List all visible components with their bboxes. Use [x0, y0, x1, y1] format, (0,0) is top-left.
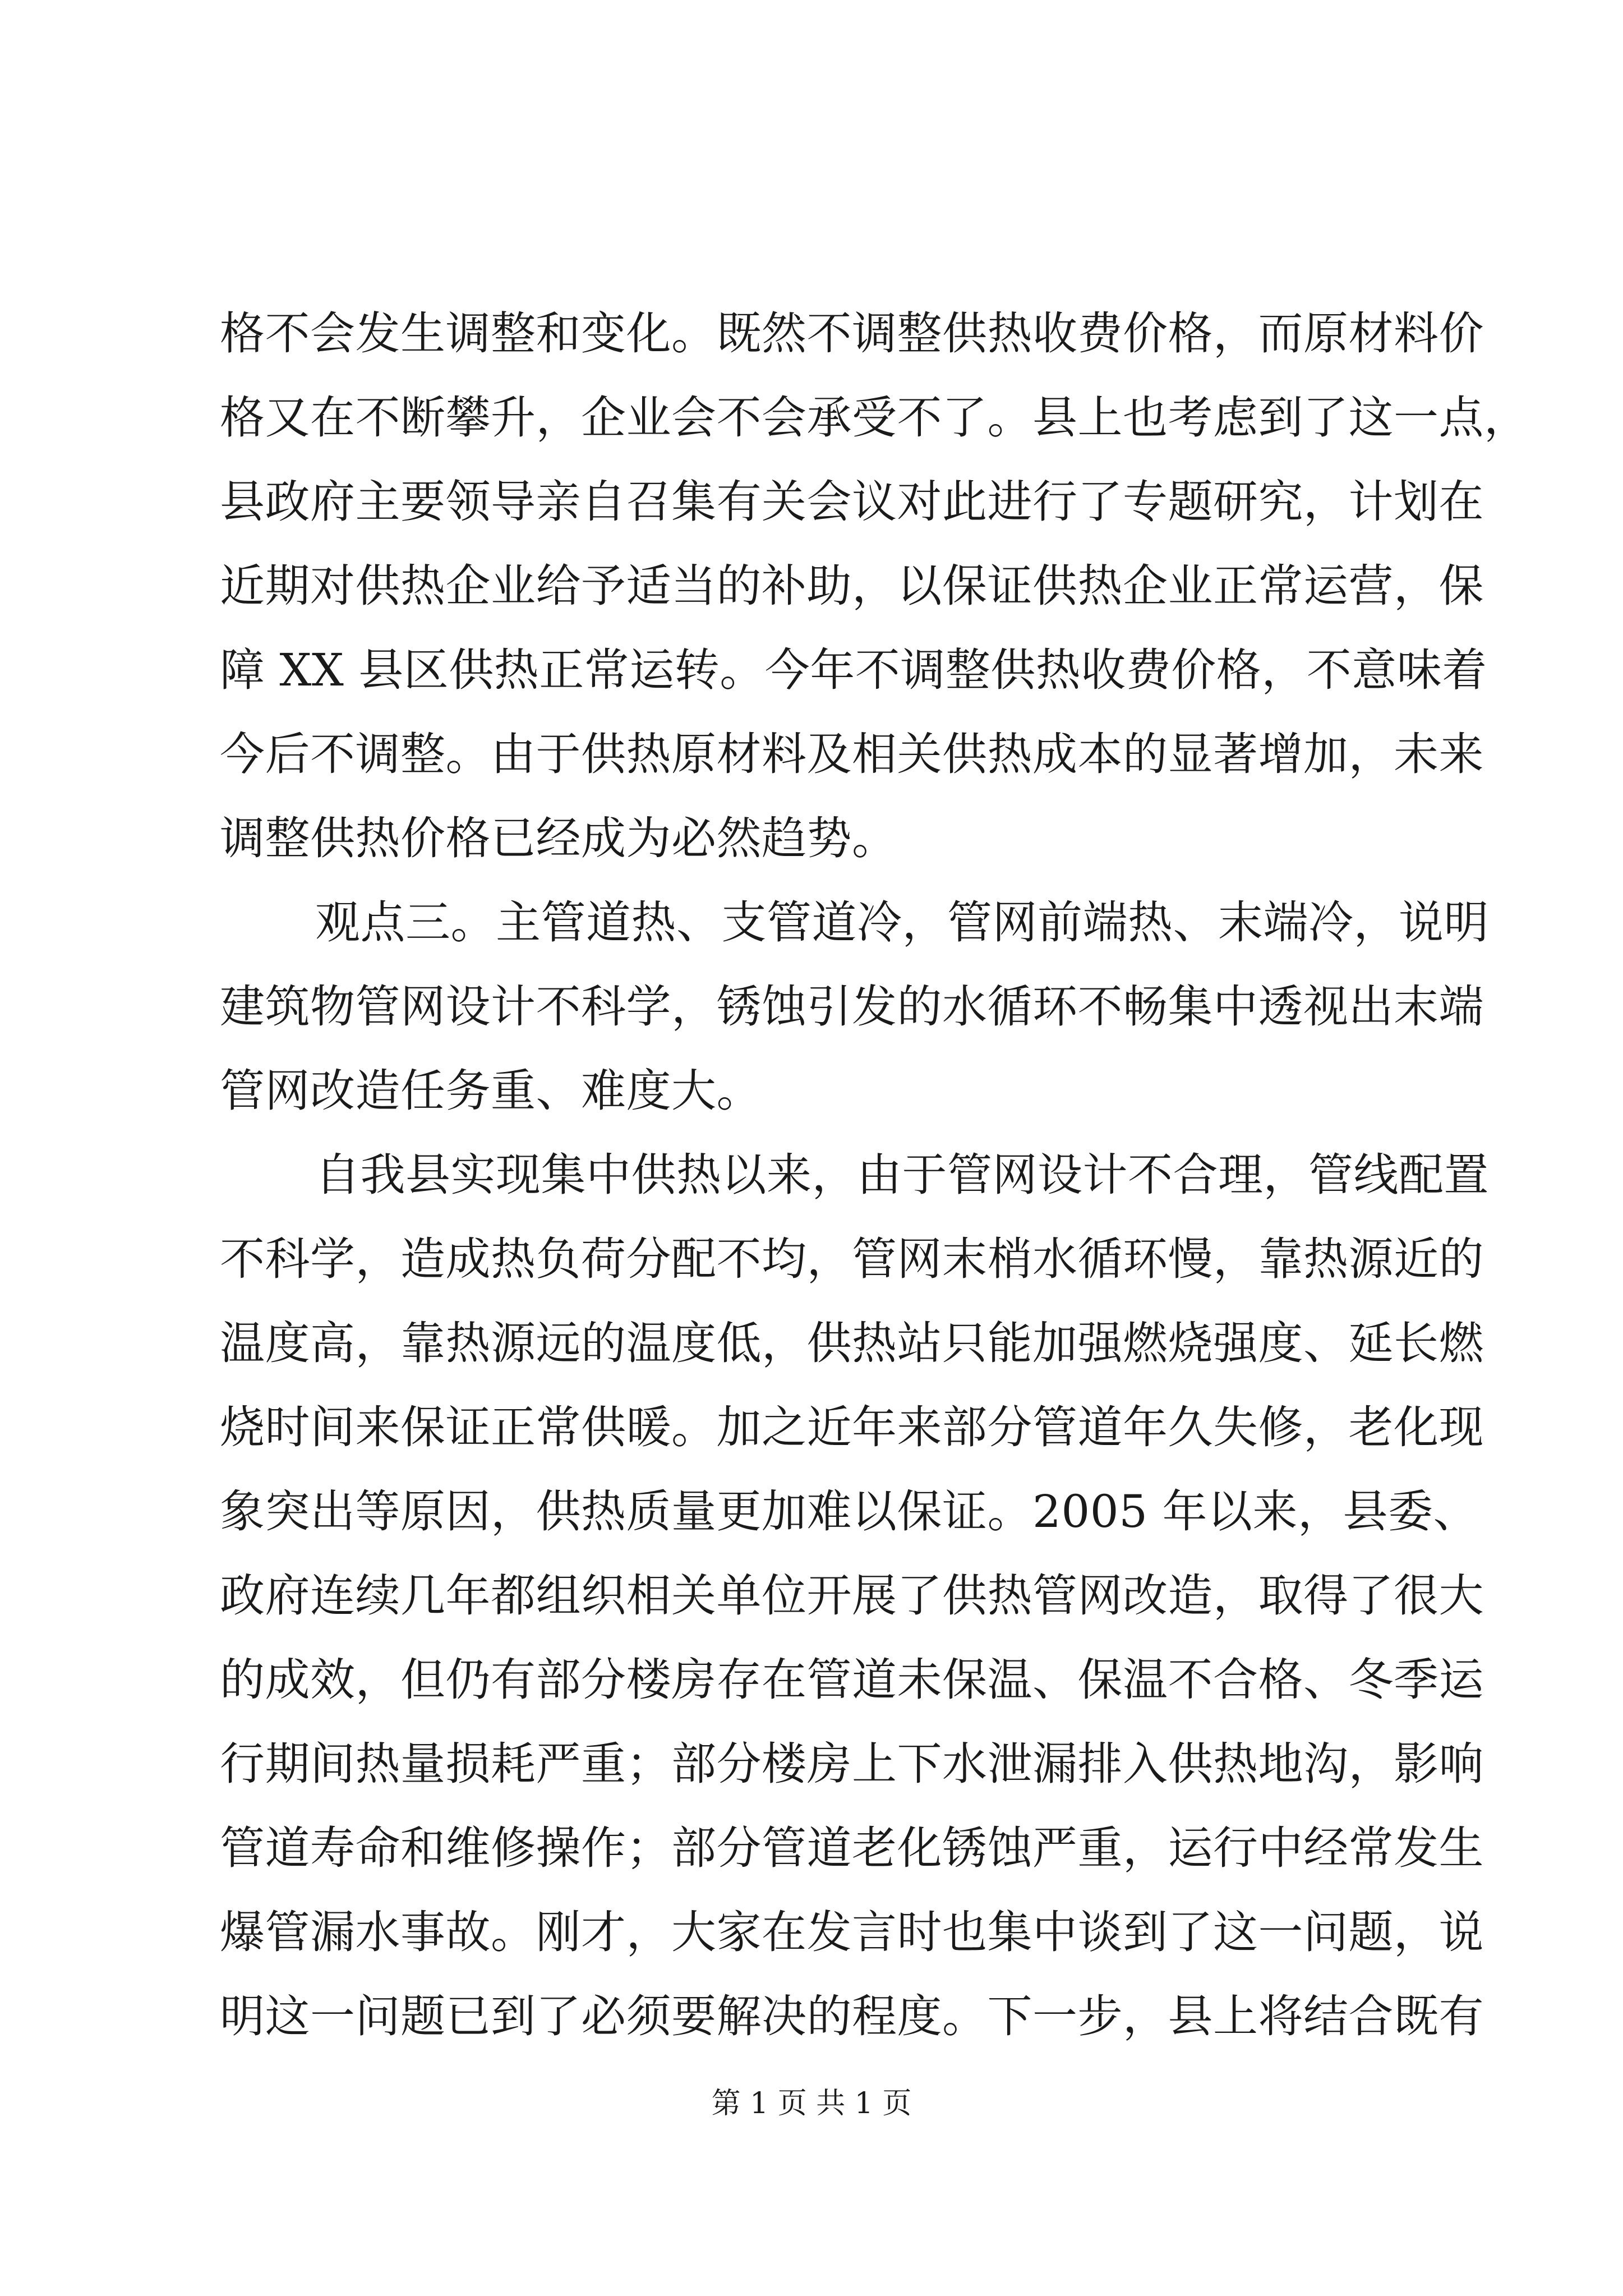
text-line: 管道寿命和维修操作；部分管道老化锈蚀严重，运行中经常发生 [220, 1822, 1484, 1874]
text-line: 格又在不断攀升，企业会不会承受不了。县上也考虑到了这一点， [220, 392, 1529, 444]
paragraph-start-line: 自我县实现集中供热以来，由于管网设计不合理，管线配置 [315, 1149, 1489, 1201]
text-line: 不科学，造成热负荷分配不均，管网末梢水循环慢，靠热源近的 [220, 1233, 1484, 1285]
text-line: 建筑物管网设计不科学，锈蚀引发的水循环不畅集中透视出末端 [220, 981, 1484, 1033]
text-line: 政府连续几年都组织相关单位开展了供热管网改造，取得了很大 [220, 1570, 1484, 1622]
paragraph-start-line: 观点三。主管道热、支管道冷，管网前端热、末端冷，说明 [315, 896, 1489, 949]
text-line: 烧时间来保证正常供暖。加之近年来部分管道年久失修，老化现 [220, 1401, 1484, 1453]
text-line: 障 XX 县区供热正常运转。今年不调整供热收费价格，不意味着 [220, 644, 1487, 696]
text-line: 县政府主要领导亲自召集有关会议对此进行了专题研究，计划在 [220, 476, 1484, 528]
text-line: 格不会发生调整和变化。既然不调整供热收费价格，而原材料价 [220, 307, 1484, 360]
text-line: 调整供热价格已经成为必然趋势。 [220, 812, 897, 864]
text-line: 温度高，靠热源远的温度低，供热站只能加强燃烧强度、延长燃 [220, 1317, 1484, 1369]
text-line: 今后不调整。由于供热原材料及相关供热成本的显著增加，未来 [220, 728, 1484, 780]
text-line: 明这一问题已到了必须要解决的程度。下一步，县上将结合既有 [220, 1990, 1484, 2042]
text-line: 管网改造任务重、难度大。 [220, 1065, 762, 1117]
document-body [220, 292, 1529, 2059]
text-line: 近期对供热企业给予适当的补助，以保证供热企业正常运营，保 [220, 560, 1484, 612]
text-line: 爆管漏水事故。刚才，大家在发言时也集中谈到了这一问题，说 [220, 1906, 1484, 1958]
text-line: 象突出等原因，供热质量更加难以保证。2005 年以来，县委、 [220, 1485, 1479, 1538]
text-line: 行期间热量损耗严重；部分楼房上下水泄漏排入供热地沟，影响 [220, 1738, 1484, 1790]
page-footer [0, 2084, 1623, 2123]
text-line: 的成效，但仍有部分楼房存在管道未保温、保温不合格、冬季运 [220, 1654, 1484, 1706]
page-number: 第 1 页 共 1 页 [711, 2087, 912, 2120]
